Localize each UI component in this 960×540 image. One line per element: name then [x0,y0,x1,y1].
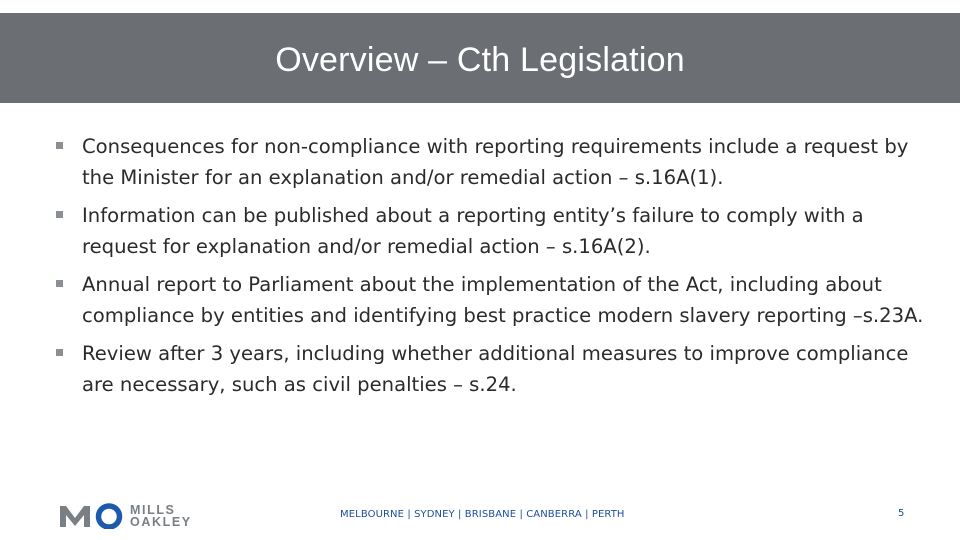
bullet-text: Information can be published about a reporting entity’s failure to comply with a request for explanation and/or remedial action – s.16A(2). [82,204,864,258]
bullet-item [56,200,926,262]
bullet-text: Review after 3 years, including whether additional measures to improve compliance are necessary, such as civil penalties – s.24. [82,342,909,396]
page-number: 5 [898,508,905,519]
logo-line-oakley: OAKLEY [130,515,192,529]
mo-logo-icon [60,503,124,529]
mills-oakley-logo [60,503,192,529]
square-bullet-icon [56,349,63,356]
bullet-item [56,338,926,400]
bullet-text: Annual report to Parliament about the implementation of the Act, including about compliance by entities and identifying best practice modern slavery reporting –s.23A. [82,273,924,327]
bullet-text: Consequences for non-compliance with reporting requirements include a request by the Minister for an explanation and/or remedial action – s.16A(1). [82,135,909,189]
square-bullet-icon [56,142,63,149]
square-bullet-icon [56,280,63,287]
logo-wordmark [130,504,192,528]
logo-line-mills: MILLS [130,503,176,517]
footer-cities: MELBOURNE | SYDNEY | BRISBANE | CANBERRA | PERTH [340,509,625,520]
slide-title: Overview – Cth Legislation [275,40,685,79]
bullet-list [56,131,926,407]
bullet-item [56,131,926,193]
bullet-item [56,269,926,331]
square-bullet-icon [56,211,63,218]
